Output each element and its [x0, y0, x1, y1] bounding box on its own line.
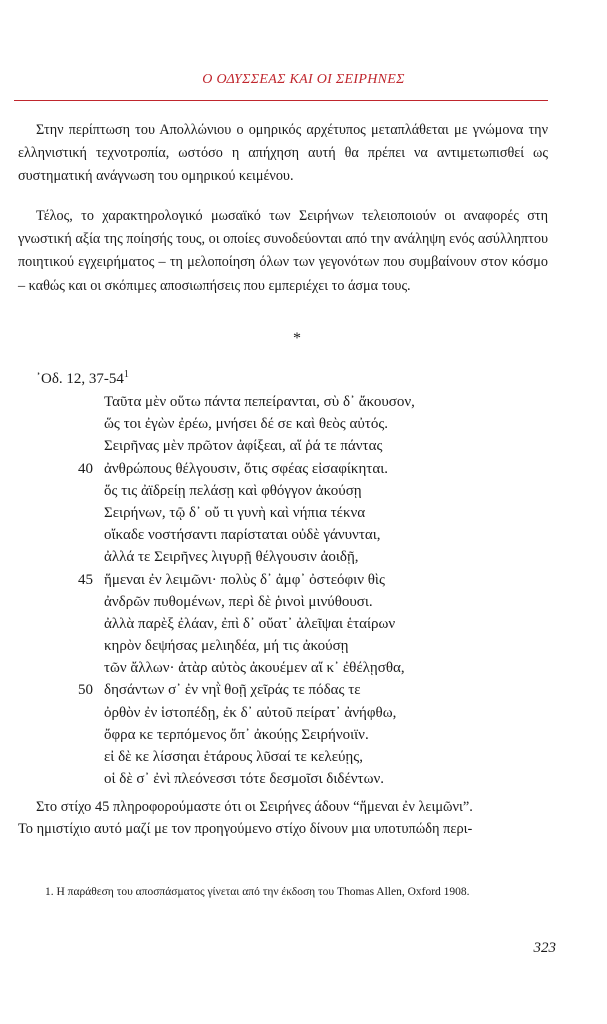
verse-line	[0, 635, 607, 657]
verse-line	[0, 591, 607, 613]
verse-text: εἰ δὲ κε λίσσηαι ἑτάρους λῦσαί τε κελεύῃς,	[104, 749, 363, 765]
verse-line	[0, 746, 607, 768]
verse-text: ἥμεναι ἐν λειμῶνι· πολὺς δ᾽ ἀμφ᾽ ὀστεόφιν θὶς	[104, 571, 385, 588]
verse-line	[0, 458, 607, 480]
running-head: Ο ΟΔΥΣΣΕΑΣ ΚΑΙ ΟΙ ΣΕΙΡΗΝΕΣ	[202, 72, 405, 87]
verse-line	[0, 524, 607, 546]
page-number: 323	[533, 940, 556, 956]
closing-line-2: Το ημιστίχιο αυτό μαζί με τον προηγούμενο στίχο δίνουν μια υποτυπώδη περι-	[18, 821, 473, 837]
verse-text: Σειρήνων, τῷ δ᾽ οὔ τι γυνὴ καὶ νήπια τέκνα	[104, 504, 366, 521]
verse-text: δησάντων σ᾽ ἐν νηῒ θοῇ χεῖράς τε πόδας τε	[104, 682, 361, 699]
verse-text: ἀλλὰ παρὲξ ἐλάαν, ἐπὶ δ᾽ οὔατ᾽ ἀλεῖψαι ἑταίρων	[104, 615, 396, 632]
verse-text: Σειρῆνας μὲν πρῶτον ἀφίξεαι, αἵ ῥά τε πάντας	[104, 438, 383, 455]
footnote: 1. Η παράθεση του αποσπάσματος γίνεται από την έκδοση του Thomas Allen, Oxford 1908.	[45, 886, 470, 898]
verse-line	[0, 546, 607, 568]
verse-line	[0, 502, 607, 524]
closing-line-1: Στο στίχο 45 πληροφορούμαστε ότι οι Σειρήνες άδουν “ἥμεναι ἐν λειμῶνι”.	[36, 799, 473, 815]
verse-number: 45	[78, 571, 93, 588]
verse-number: 40	[78, 460, 93, 477]
verse-line	[0, 613, 607, 635]
verse-text: ὄφρα κε τερπόμενος ὄπ᾽ ἀκούῃς Σειρήνοιϊν.	[104, 726, 369, 743]
verse-block	[0, 391, 607, 790]
verse-text: ἀνδρῶν πυθομένων, περὶ δὲ ῥινοὶ μινύθουσι.	[104, 593, 373, 610]
verse-line	[0, 657, 607, 679]
section-separator: *	[293, 330, 301, 347]
verse-line	[0, 435, 607, 457]
verse-text: ἀλλά τε Σειρῆνες λιγυρῇ θέλγουσιν ἀοιδῇ,	[104, 549, 359, 566]
verse-line	[0, 679, 607, 701]
paragraph-1: Στην περίπτωση του Απολλώνιου ο ομηρικός αρχέτυπος μεταπλάθεται με γνώμονα την ελληνιστική τεχνοτροπία, ωστόσο η απήχηση αυτή θα πρέπει να αντιμετωπισθεί ως συστηματική ανάγνωση του ομηρικού κειμένου.	[18, 122, 548, 185]
verse-text: κηρὸν δεψήσας μελιηδέα, μή τις ἀκούσῃ	[104, 638, 349, 655]
verse-text: ὅς τις ἀϊδρείῃ πελάσῃ καὶ φθόγγον ἀκούσῃ	[104, 482, 362, 499]
citation-reference	[36, 369, 129, 388]
verse-line	[0, 702, 607, 724]
verse-line	[0, 569, 607, 591]
verse-line	[0, 724, 607, 746]
paragraph-2: Τέλος, το χαρακτηρολογικό μωσαϊκό των Σειρήνων τελειοποιούν οι αναφορές στη γνωστική αξία της ποίησής τους, οι οποίες συνοδεύονται από την ανάληψη ενός ασύλληπτου ποιητικού εγχειρήματος – τη μελοποίηση όλων των γεγονότων που συμβαίνουν στον κόσμο – καθώς και οι σκόπιμες αποσιωπήσεις που εμπεριέχει το άσμα τους.	[18, 208, 548, 294]
verse-text: ὥς τοι ἐγὼν ἐρέω, μνήσει δέ σε καὶ θεὸς αὐτός.	[104, 416, 389, 433]
footnote-marker: 1	[123, 369, 129, 380]
verse-text: τῶν ἄλλων· ἀτὰρ αὐτὸς ἀκουέμεν αἴ κ᾽ ἐθέλῃσθα,	[104, 660, 405, 677]
verse-line	[0, 768, 607, 790]
verse-number: 50	[78, 682, 93, 699]
verse-line	[0, 480, 607, 502]
citation-text: ᾿Οδ. 12, 37-54	[36, 371, 124, 387]
verse-line	[0, 413, 607, 435]
verse-text: Ταῦτα μὲν οὕτω πάντα πεπείρανται, σὺ δ᾽ ἄκουσον,	[104, 394, 415, 410]
verse-text: οἴκαδε νοστήσαντι παρίσταται οὐδὲ γάνυνται,	[104, 527, 381, 544]
verse-text: ὀρθὸν ἐν ἱστοπέδῃ, ἐκ δ᾽ αὐτοῦ πείρατ᾽ ἀνήφθω,	[104, 704, 397, 721]
verse-text: ἀνθρώπους θέλγουσιν, ὅτις σφέας εἰσαφίκηται.	[104, 460, 388, 477]
verse-line	[0, 391, 607, 413]
verse-text: οἱ δὲ σ᾽ ἐνὶ πλεόνεσσι τότε δεσμοῖσι διδέντων.	[104, 771, 384, 788]
header-rule	[14, 100, 548, 101]
